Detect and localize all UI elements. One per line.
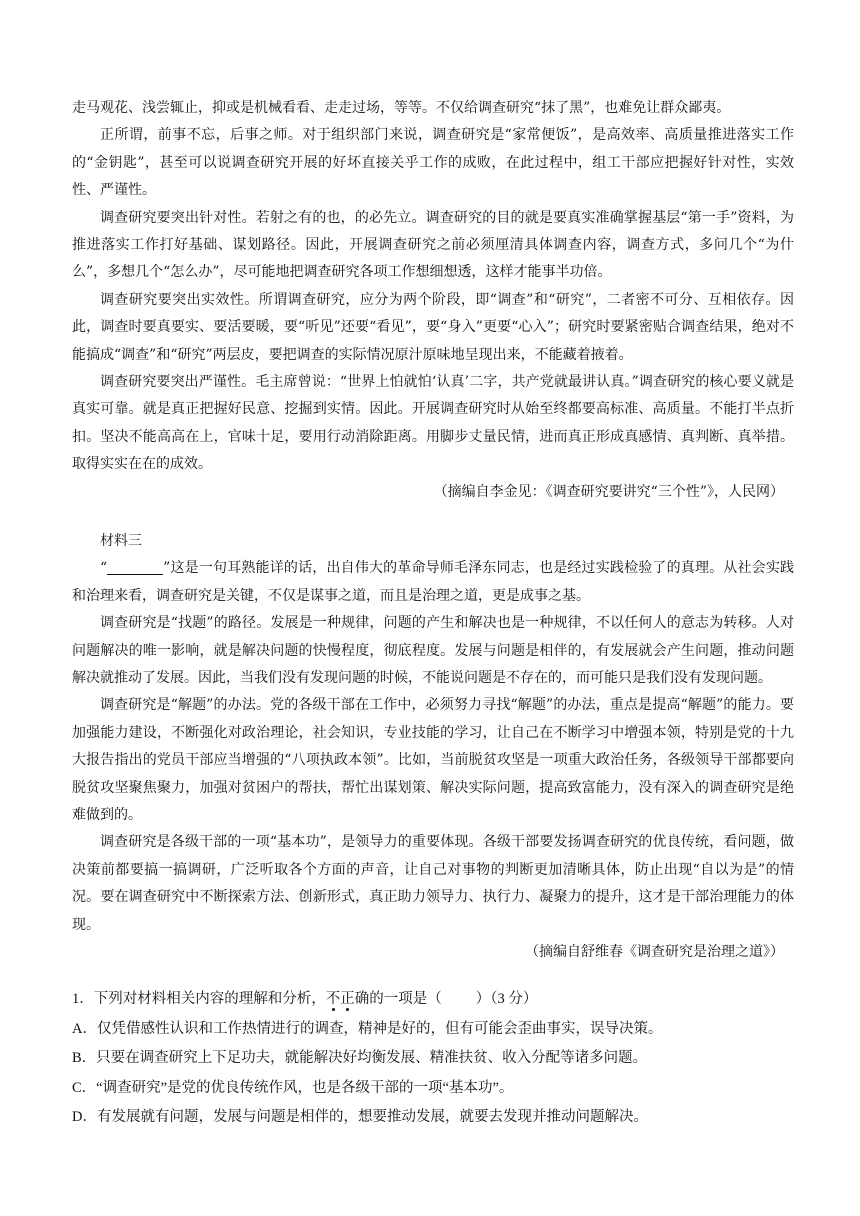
option-d: D．有发展就有问题，发展与问题是相伴的，想要推动发展，就要去发现并推动问题解决。 bbox=[72, 1109, 648, 1126]
emphasis-char: 正 bbox=[340, 991, 355, 1007]
paragraph: 调查研究要突出实效性。所谓调查研究，应分为两个阶段，即“调查”和“研究”，二者密不可分、互相依存。因此，调查时要真要实、要活要暖，要“听见”还要“看见”，要“身入”更要“心入”；研究时要紧密贴合调查结果，绝对不能搞成“调查”和“研究”两层皮，要把调查的实际情况原汁原味地呈现出来，不能藏着掖着。 bbox=[72, 291, 794, 363]
paragraph: 调查研究要突出针对性。若射之有的也，的必先立。调查研究的目的就是要真实准确掌握基层“第一手”资料，为推进落实工作打好基础、谋划路径。因此，开展调查研究之前必须厘清具体调查内容，调查方式，多问几个“为什么”，多想几个“怎么办”，尽可能地把调查研究各项工作想细想透，这样才能事半功倍。 bbox=[72, 209, 794, 281]
material-2-section bbox=[72, 95, 794, 506]
paragraph: 调查研究要突出严谨性。毛主席曾说：“世界上怕就怕‘认真’二字，共产党就最讲认真。”调查研究的核心要义就是真实可靠。就是真正把握好民意、挖掘到实情。因此。开展调查研究时从始至终都要高标准、高质量。不能打半点折扣。坚决不能高高在上，官味十足，要用行动消除距离。用脚步丈量民情，进而真正形成真感情、真判断、真举措。取得实实在在的成效。 bbox=[72, 374, 794, 473]
option-b: B．只要在调查研究上下足功夫，就能解决好均衡发展、精准扶贫、收入分配等诸多问题。 bbox=[72, 1050, 648, 1067]
option-a: A．仅凭借感性认识和工作热情进行的调查，精神是好的，但有可能会歪曲事实，误导决策。 bbox=[72, 1020, 663, 1037]
material-3-section bbox=[72, 528, 794, 967]
fill-in-blank bbox=[107, 560, 163, 575]
option-c: C．“调查研究”是党的优良传统作风，也是各级干部的一项“基本功”。 bbox=[72, 1079, 514, 1096]
section-heading: 材料三 bbox=[100, 533, 142, 549]
source-citation: （摘编自李金见：《调查研究要讲究“三个性”》，人民网） bbox=[433, 483, 784, 500]
emphasis-char: 不 bbox=[325, 991, 341, 1007]
paragraph: 调查研究是各级干部的一项“基本功”，是领导力的重要体现。各级干部要发扬调查研究的优良传统，看问题，做决策前都要搞一搞调研，广泛听取各个方面的声音，让自己对事物的判断更加清晰具体，防止出现“自以为是”的情况。要在调查研究中不断探索方法、创新形式，真正助力领导力、执行力、凝聚力的提升，这才是干部治理能力的体现。 bbox=[72, 834, 794, 933]
paragraph: 正所谓，前事不忘，后事之师。对于组织部门来说，调查研究是“家常便饭”，是高效率、高质量推进落实工作的“金钥匙”，甚至可以说调查研究开展的好坏直接关乎工作的成败，在此过程中，组工干部应把握好针对性，实效性、严谨性。 bbox=[72, 127, 794, 199]
paragraph-text: ”这是一句耳熟能详的话，出自伟大的革命导师毛泽东同志，也是经过实践检验了的真理。从社会实践和治理来看，调查研究是关键，不仅是谋事之道，而且是治理之道，更是成事之基。 bbox=[72, 560, 794, 604]
paragraph: 调查研究是“解题”的办法。党的各级干部在工作中，必须努力寻找“解题”的办法，重点是提高“解题”的能力。要加强能力建设，不断强化对政治理论，社会知识，专业技能的学习，让自己在不断学习中增强本领，特别是党的十九大报告指出的党员干部应当增强的“八项执政本领”。比如，当前脱贫攻坚是一项重大政治任务，各级领导干部都要向脱贫攻坚聚焦聚力，加强对贫困户的帮扶，帮忙出谋划策、解决实际问题，提高致富能力，没有深入的调查研究是绝难做到的。 bbox=[72, 697, 794, 824]
source-citation: （摘编自舒维春《调查研究是治理之道》） bbox=[525, 944, 784, 961]
question-1 bbox=[72, 985, 794, 1133]
question-stem: 1．下列对材料相关内容的理解和分析，不正确的一项是（ ）（3 分） bbox=[72, 991, 538, 1007]
paragraph: 调查研究是“找题”的路径。发展是一种规律，问题的产生和解决也是一种规律，不以任何人的意志为转移。人对问题解决的唯一影响，就是解决问题的快慢程度，彻底程度。发展与问题是相伴的，有发展就会产生问题，推动问题解决就推动了发展。因此，当我们没有发现问题的时候，不能说问题是不存在的，而可能只是我们没有发现问题。 bbox=[72, 615, 794, 687]
paragraph: 走马观花、浅尝辄止，抑或是机械看看、走走过场，等等。不仅给调查研究“抹了黑”，也难免让群众鄙夷。 bbox=[72, 100, 731, 116]
paragraph: “ ”这是一句耳熟能详的话，出自伟大的革命导师毛泽东同志，也是经过实践检验了的真理。从社会实践和治理来看，调查研究是关键，不仅是谋事之道，而且是治理之道，更是成事之基。 bbox=[72, 560, 794, 604]
